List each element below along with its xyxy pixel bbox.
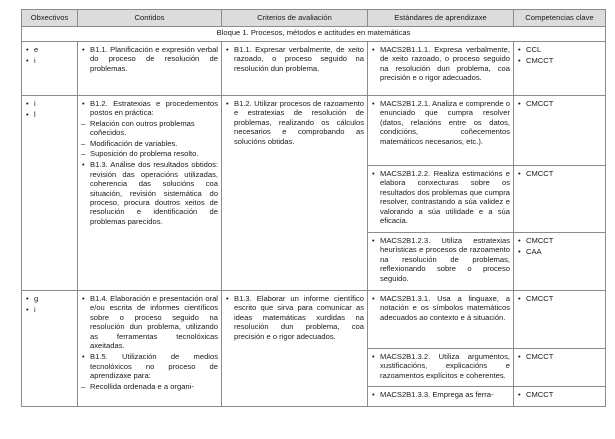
content-item: • B1.3. Análise dos resultados obtidos: revisión das operacións utilizadas, coherencia das solucións coa situación, revisión sistemática do proceso, procura doutros xeitos de resolución e identificación de problemas parecidos. — [81, 160, 218, 226]
standard-item: • MACS2B1.3.2. Utiliza argumentos, xustificacións, explicacións e razoamentos explícitos e coherentes. — [371, 352, 510, 380]
standard-cell — [368, 387, 514, 407]
objective-item: • g — [25, 294, 74, 303]
criterion-item: • B1.1. Expresar verbalmente, de xeito razoado, o proceso seguido na resolución dun problema. — [225, 45, 364, 73]
standard-cell — [368, 166, 514, 233]
criteria-cell — [222, 42, 368, 96]
competences-cell — [514, 387, 606, 407]
header-competences: Competencias clave — [514, 10, 606, 27]
header-objectives: Obxectivos — [22, 10, 78, 27]
standard-item: • MACS2B1.2.2. Realiza estimacións e elabora conxecturas sobre os resultados dos problemas que cumpra resolver, contrastando a súa validez e valorando a súa utilidade e a súa eficacia. — [371, 169, 510, 225]
content-item: • B1.5. Utilización de medios tecnolóxicos no proceso de aprendizaxe para: — [81, 352, 218, 380]
standard-item: • MACS2B1.3.1. Usa a linguaxe, a notación e os símbolos matemáticos adecuados ao contexto e á situación. — [371, 294, 510, 322]
objective-item: • e — [25, 45, 74, 54]
competence-item: • CMCCT — [517, 99, 602, 108]
standard-cell — [368, 233, 514, 291]
standard-item: • MACS2B1.1.1. Expresa verbalmente, de xeito razoado, o proceso seguido na resolución dun problema, coa precisión e o rigor adecuados. — [371, 45, 510, 83]
competences-cell — [514, 233, 606, 291]
criterion-item: • B1.2. Utilizar procesos de razoamento e estratexias de resolución de problemas, realizando os cálculos necesarios e comprobando as solucións obtidas. — [225, 99, 364, 146]
competence-item: • CMCCT — [517, 390, 602, 399]
content-item: • B1.2. Estratexias e procedementos postos en práctica: — [81, 99, 218, 118]
competences-cell — [514, 42, 606, 96]
criteria-cell — [222, 291, 368, 407]
table-row — [22, 42, 606, 96]
competences-cell — [514, 96, 606, 166]
header-standards: Estándares de aprendizaxe — [368, 10, 514, 27]
standard-cell — [368, 96, 514, 166]
competence-item: • CMCCT — [517, 294, 602, 303]
contents-cell — [78, 42, 222, 96]
block-title: Bloque 1. Procesos, métodos e actitudes en matemáticas — [22, 27, 606, 42]
curriculum-table — [21, 9, 606, 407]
content-item: • B1.1. Planificación e expresión verbal do proceso de resolución de problemas. — [81, 45, 218, 73]
objective-item: • i — [25, 305, 74, 314]
content-subitem: – Suposición do problema resolto. — [81, 149, 218, 158]
content-item: • B1.4. Elaboración e presentación oral e/ou escrita de informes científicos sobre o proceso seguido na resolución dun problema, utilizando as ferramentas tecnolóxicas axeitadas. — [81, 294, 218, 350]
objective-item: • i — [25, 99, 74, 108]
standard-item: • MACS2B1.3.3. Emprega as ferra- — [371, 390, 510, 399]
table-row — [22, 96, 606, 166]
standard-cell — [368, 291, 514, 349]
competences-cell — [514, 166, 606, 233]
header-contents: Contidos — [78, 10, 222, 27]
content-subitem: – Modificación de variables. — [81, 139, 218, 148]
header-row — [22, 10, 606, 27]
objectives-cell — [22, 96, 78, 291]
content-subitem: – Recollida ordenada e a organi- — [81, 382, 218, 391]
standard-cell — [368, 42, 514, 96]
objective-item: • l — [25, 110, 74, 119]
standard-item: • MACS2B1.2.1. Analiza e comprende o enunciado que cumpra resolver (datos, relacións entre os datos, condicións, coñecementos matemáticos necesarios, etc.). — [371, 99, 510, 146]
standard-item: • MACS2B1.2.3. Utiliza estratexias heurísticas e procesos de razoamento na resolución de problemas, reflexionando sobre o proceso seguido. — [371, 236, 510, 283]
criterion-item: • B1.3. Elaborar un informe científico escrito que sirva para comunicar as ideas matemáticas xurdidas na resolución dun problema, coa precisión e o rigor adecuados. — [225, 294, 364, 341]
standard-cell — [368, 349, 514, 387]
competence-item: • CMCCT — [517, 56, 602, 65]
header-criteria: Criterios de avaliación — [222, 10, 368, 27]
block-row — [22, 27, 606, 42]
objectives-cell — [22, 291, 78, 407]
competence-item: • CMCCT — [517, 169, 602, 178]
competences-cell — [514, 349, 606, 387]
objectives-cell — [22, 42, 78, 96]
competence-item: • CMCCT — [517, 352, 602, 361]
contents-cell — [78, 96, 222, 291]
objective-item: • i — [25, 56, 74, 65]
content-subitem: – Relación con outros problemas coñecidos. — [81, 119, 218, 138]
table-row — [22, 291, 606, 349]
criteria-cell — [222, 96, 368, 291]
competence-item: • CAA — [517, 247, 602, 256]
contents-cell — [78, 291, 222, 407]
competence-item: • CMCCT — [517, 236, 602, 245]
competence-item: • CCL — [517, 45, 602, 54]
competences-cell — [514, 291, 606, 349]
